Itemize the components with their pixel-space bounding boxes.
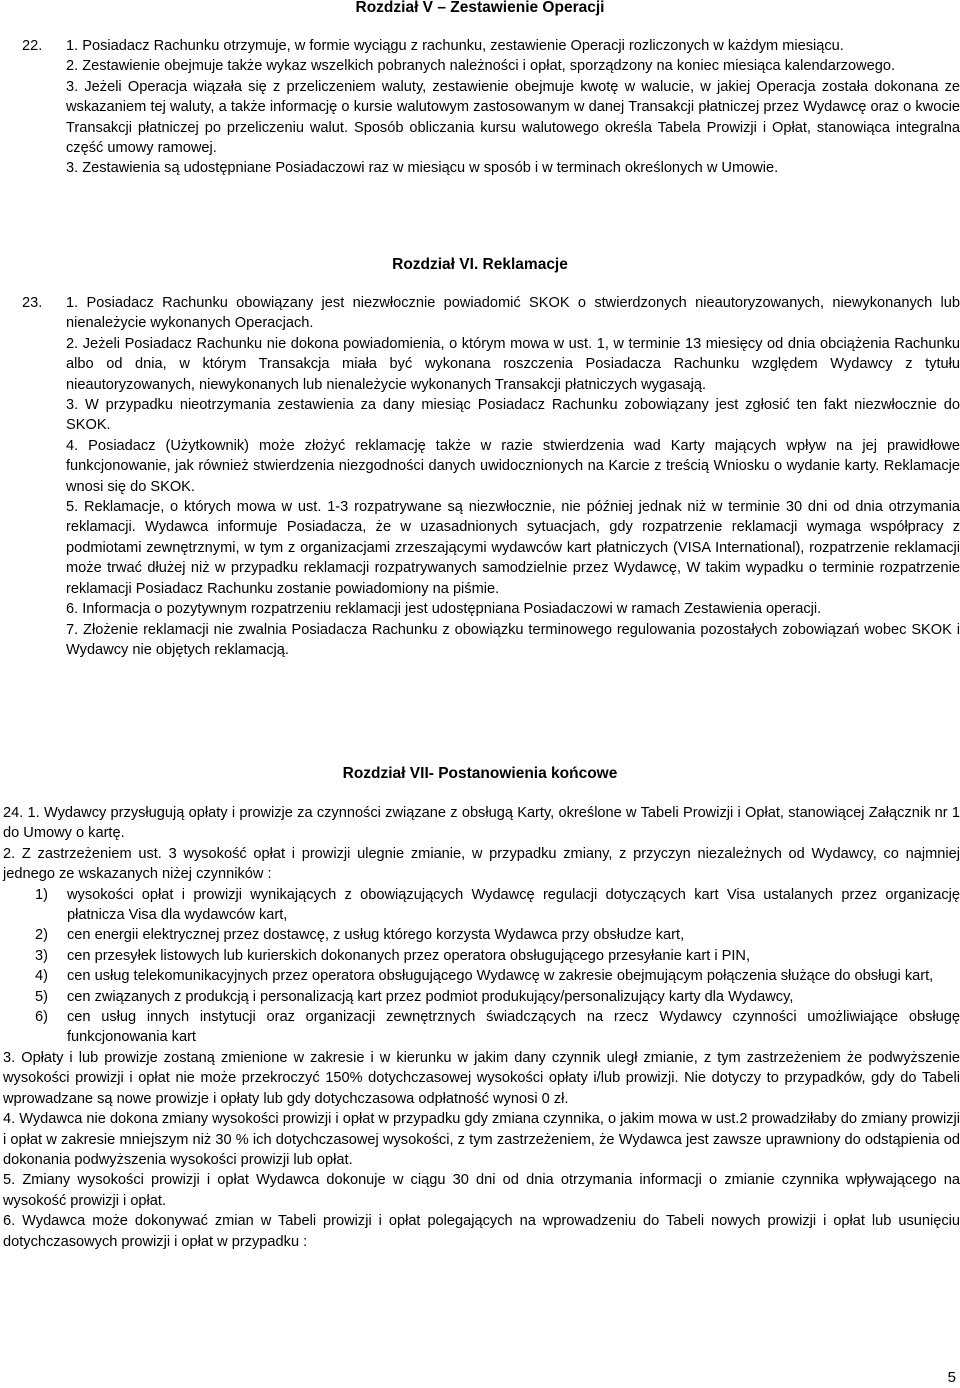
list-item-text: cen energii elektrycznej przez dostawcę, z usług którego korzysta Wydawca przy obsłudze kart, xyxy=(67,927,685,944)
paragraph: 5. Zmiany wysokości prowizji i opłat Wydawca dokonuje w ciągu 30 dni od dnia otrzymania informacji o zmianie czynnika wpływającego na wysokość prowizji i opłat. xyxy=(3,1172,960,1209)
factor-list xyxy=(3,885,960,1048)
paragraph: 7. Złożenie reklamacji nie zwalnia Posiadacza Rachunku z obowiązku terminowego regulowania pozostałych zobowiązań wobec SKOK i Wydawcy nie objętych reklamacją. xyxy=(66,621,960,658)
paragraph: 6. Wydawca może dokonywać zmian w Tabeli prowizji i opłat polegających na wprowadzeniu do Tabeli nowych prowizji i opłat lub usunięciu dotychczasowych prowizji i opłat w przypadku : xyxy=(3,1213,960,1250)
paragraph: 2. Z zastrzeżeniem ust. 3 wysokość opłat i prowizji ulegnie zmianie, w przypadku zmiany, z przyczyn niezależnych od Wydawcy, co najmniej jednego ze wskazanych niżej czynników : xyxy=(3,845,960,883)
section-24-body xyxy=(3,803,960,1252)
list-item xyxy=(35,885,960,926)
list-item xyxy=(35,925,960,945)
list-item-number: 5) xyxy=(35,988,48,1005)
paragraph: 5. Reklamacje, o których mowa w ust. 1-3 rozpatrywane są niezwłocznie, nie później jednak niż w terminie 30 dni od dnia otrzymania reklamacji. Wydawca informuje Posiadacza, że w uzasadnionych sytuacjach, gdy rozpatrzenie reklamacji wymaga współpracy z podmiotami zewnętrznymi, w tym z organizacjami zrzeszającymi wydawców kart płatniczych (VISA International), rozpatrzenie reklamacji może trwać dłużej niż w przypadku reklamacji rozpatrywanych samodzielnie przez Wydawcę, W takim wypadku o terminie rozpatrzenie reklamacji Posiadacz Rachunku zostanie powiadomiony na piśmie. xyxy=(66,499,960,597)
paragraph: 1. Posiadacz Rachunku otrzymuje, w formie wyciągu z rachunku, zestawienie Operacji rozliczonych w każdym miesiącu. xyxy=(66,38,844,54)
list-item-text: wysokości opłat i prowizji wynikających z obowiązujących Wydawcę regulacji dotyczących kart Visa ustalanych przez organizację płatnicza Visa dla wydawców kart, xyxy=(67,886,960,924)
chapter-5-title: Rozdział V – Zestawienie Operacji xyxy=(355,0,605,16)
paragraph: 3. W przypadku nieotrzymania zestawienia za dany miesiąc Posiadacz Rachunku zobowiązany jest zgłosić ten fakt niezwłocznie do SKOK. xyxy=(66,397,960,434)
list-item-number: 4) xyxy=(35,968,48,985)
list-item-text: cen związanych z produkcją i personalizacją kart przez podmiot produkujący/personalizujący karty dla Wydawcy, xyxy=(67,988,794,1005)
paragraph: 3. Jeżeli Operacja wiązała się z przeliczeniem waluty, zestawienie obejmuje kwotę w walucie, w jakiej Operacja została dokonana ze wskazaniem tej waluty, a także informację o kursie walutowym zastosowanym w danej Transakcji płatniczej przez Wydawcę oraz o kwocie Transakcji płatniczej po przeliczeniu walut. Sposób obliczania kursu walutowego określa Tabela Prowizji i Opłat, stanowiąca integralna część umowy ramowej. xyxy=(66,78,960,157)
paragraph: 3. Opłaty i lub prowizje zostaną zmienione w zakresie i w kierunku w jakim dany czynnik uległ zmianie, z tym zastrzeżeniem że podwyższenie wysokości prowizji i opłat nie może przekroczyć 150% dotychczasowej wysokości opłaty i/lub prowizji. Nie dotyczy to przypadków, gdy do Tabeli wprowadzane są nowe prowizje i opłaty lub gdy dotychczasowa odpłatność wynosi 0 zł. xyxy=(3,1049,960,1107)
list-item-number: 3) xyxy=(35,947,48,964)
paragraph: 3. Zestawienia są udostępniane Posiadaczowi raz w miesiącu w sposób i w terminach określonych w Umowie. xyxy=(66,160,779,177)
paragraph: 4. Posiadacz (Użytkownik) może złożyć reklamację także w razie stwierdzenia wad Karty mających wpływ na jej prawidłowe funkcjonowanie, jak również stwierdzenia niezgodności danych uwidocznionych na Karcie z treścią Wniosku o wydanie karty. Reklamacje wnosi się do SKOK. xyxy=(66,437,960,495)
list-item xyxy=(35,987,960,1007)
chapter-7-title: Rozdział VII- Postanowienia końcowe xyxy=(342,765,618,782)
list-item-number: 6) xyxy=(35,1009,48,1026)
paragraph: 6. Informacja o pozytywnym rozpatrzeniu reklamacji jest udostępniana Posiadaczowi w ramach Zestawienia operacji. xyxy=(66,601,822,618)
section-23-body xyxy=(66,293,960,660)
list-item xyxy=(35,966,960,986)
chapter-6-title: Rozdział VI. Reklamacje xyxy=(392,256,568,273)
list-item-number: 1) xyxy=(35,886,48,903)
list-item xyxy=(35,946,960,966)
section-number-23: 23. xyxy=(22,295,43,311)
list-item xyxy=(35,1007,960,1048)
list-item-text: cen usług telekomunikacyjnych przez operatora obsługującego Wydawcę w zakresie obejmującym połączenia służące do obsługi kart, xyxy=(67,968,934,985)
paragraph: 24. 1. Wydawcy przysługują opłaty i prowizje za czynności związane z obsługą Karty, określone w Tabeli Prowizji i Opłat, stanowiącej Załącznik nr 1 do Umowy o kartę. xyxy=(3,805,960,842)
page-number: 5 xyxy=(947,1369,956,1386)
list-item-number: 2) xyxy=(35,927,48,944)
section-number-22: 22. xyxy=(22,38,43,54)
list-item-text: cen przesyłek listowych lub kurierskich dokonanych przez operatora obsługującego przesyłanie kart i PIN, xyxy=(67,947,750,964)
section-22-body xyxy=(66,36,960,179)
paragraph: 1. Posiadacz Rachunku obowiązany jest niezwłocznie powiadomić SKOK o stwierdzonych nieautoryzowanych, niewykonanych lub nienależycie wykonanych Operacjach. xyxy=(66,295,960,332)
paragraph: 2. Zestawienie obejmuje także wykaz wszelkich pobranych należności i opłat, sporządzony na koniec miesiąca kalendarzowego. xyxy=(66,58,896,75)
paragraph: 2. Jeżeli Posiadacz Rachunku nie dokona powiadomienia, o którym mowa w ust. 1, w terminie 13 miesięcy od dnia obciążenia Rachunku albo od dnia, w którym Transakcja miała być wykonana roszczenia Posiadacza Rachunku względem Wydawcy z tytułu nieautoryzowanych, niewykonanych lub nienależycie wykonanych Transakcji płatniczych wygasają. xyxy=(66,335,960,393)
list-item-text: cen usług innych instytucji oraz organizacji zewnętrznych świadczących na rzecz Wydawcy czynności umożliwiające obsługę funkcjonowania kart xyxy=(67,1009,960,1046)
paragraph: 4. Wydawca nie dokona zmiany wysokości prowizji i opłat w przypadku gdy zmiana czynnika, o jakim mowa w ust.2 prowadziłaby do zmiany prowizji i opłat w zakresie mniejszym niż 30 % ich dotychczasowej wysokości, z tym zastrzeżeniem, że Wydawca jest zawsze uprawniony do odstąpienia od dokonania podwyższenia wysokości prowizji lub opłat. xyxy=(3,1111,960,1168)
